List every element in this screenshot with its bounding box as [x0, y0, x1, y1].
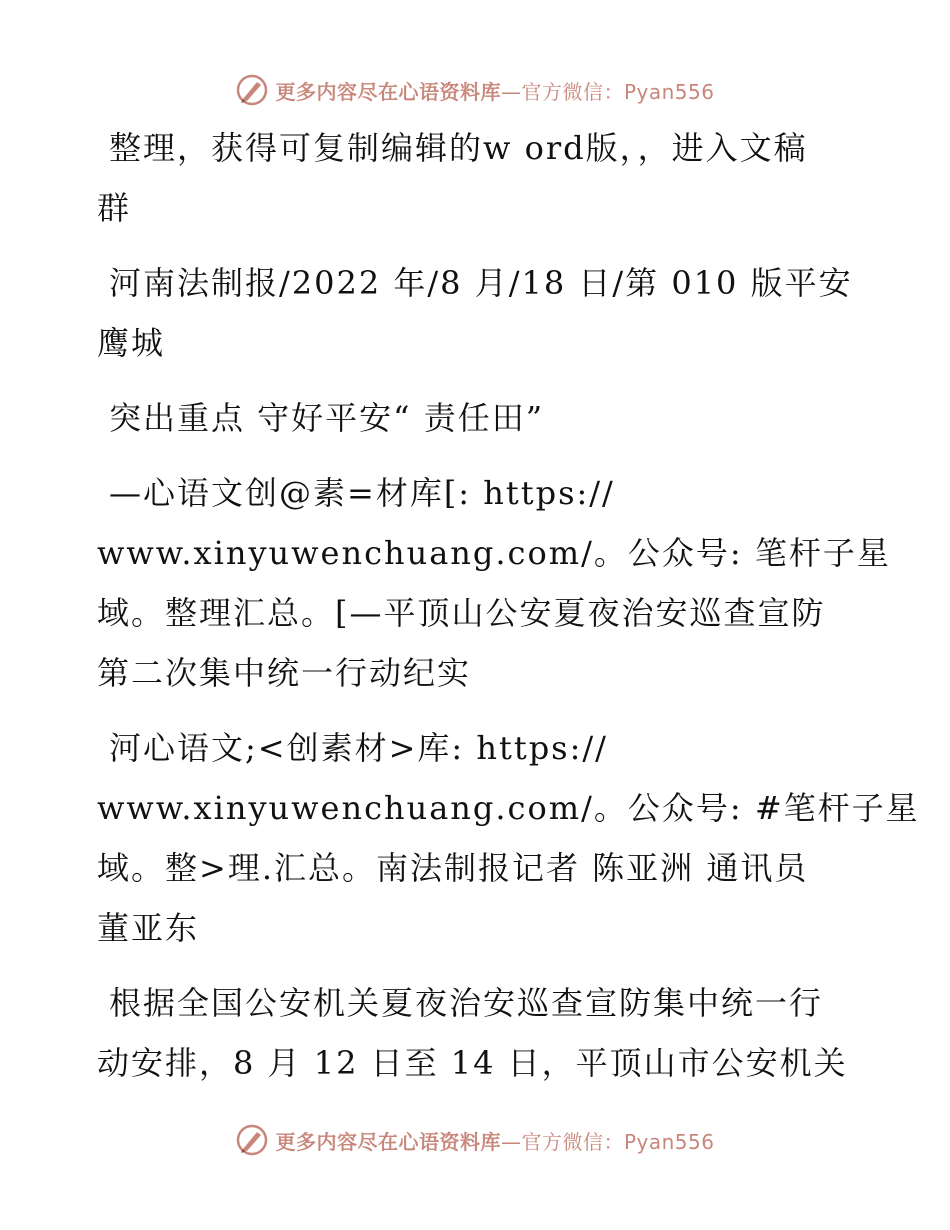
- banner-wechat: 官方微信：Pyan556: [521, 1129, 715, 1154]
- text-line: 动安排，8 月 12 日至 14 日，平顶山市公安机关: [97, 1044, 848, 1082]
- text-line: 整理，获得可复制编辑的w ord版，，进入文稿: [109, 129, 808, 167]
- pen-logo-icon: [235, 73, 269, 107]
- text-line: 域。整理汇总。[—平顶山公安夏夜治安巡查宣防: [97, 594, 826, 632]
- banner-title: 更多内容尽在心语资料库: [275, 79, 501, 104]
- text-line: 鹰城: [97, 324, 166, 362]
- paragraph: [97, 973, 857, 1093]
- text-line: www.xinyuwenchuang.com/。公众号: 笔杆子星: [97, 534, 891, 572]
- paragraph: [97, 118, 857, 238]
- text-line: 河心语文;<创素材>库: https://: [109, 729, 608, 767]
- banner-title: 更多内容尽在心语资料库: [275, 1129, 501, 1154]
- text-line: 域。整>理.汇总。南法制报记者 陈亚洲 通讯员: [97, 849, 809, 887]
- pen-logo-icon: [235, 1123, 269, 1157]
- paragraph: [97, 253, 857, 373]
- text-line: 群: [97, 189, 132, 227]
- text-line: 董亚东: [97, 909, 200, 947]
- footer-banner: [0, 1120, 950, 1160]
- banner-wechat: 官方微信：Pyan556: [521, 79, 715, 104]
- text-line: 根据全国公安机关夏夜治安巡查宣防集中统一行: [109, 984, 824, 1022]
- paragraph: [97, 463, 891, 703]
- paragraph: [97, 388, 857, 448]
- banner-separator: —: [500, 79, 522, 104]
- banner-text: [275, 1126, 714, 1155]
- text-line: —心语文创@素=材库[: https://: [109, 474, 615, 512]
- text-line: www.xinyuwenchuang.com/。公众号: #笔杆子星: [97, 789, 920, 827]
- text-line: 河南法制报/2022 年/8 月/18 日/第 010 版平安: [109, 264, 853, 302]
- header-banner: [0, 70, 950, 110]
- paragraph: [97, 718, 920, 958]
- document-body: [97, 118, 920, 1108]
- banner-separator: —: [500, 1129, 522, 1154]
- banner-text: [275, 76, 714, 105]
- text-line: 突出重点 守好平安“ 责任田”: [109, 399, 545, 437]
- text-line: 第二次集中统一行动纪实: [97, 654, 472, 692]
